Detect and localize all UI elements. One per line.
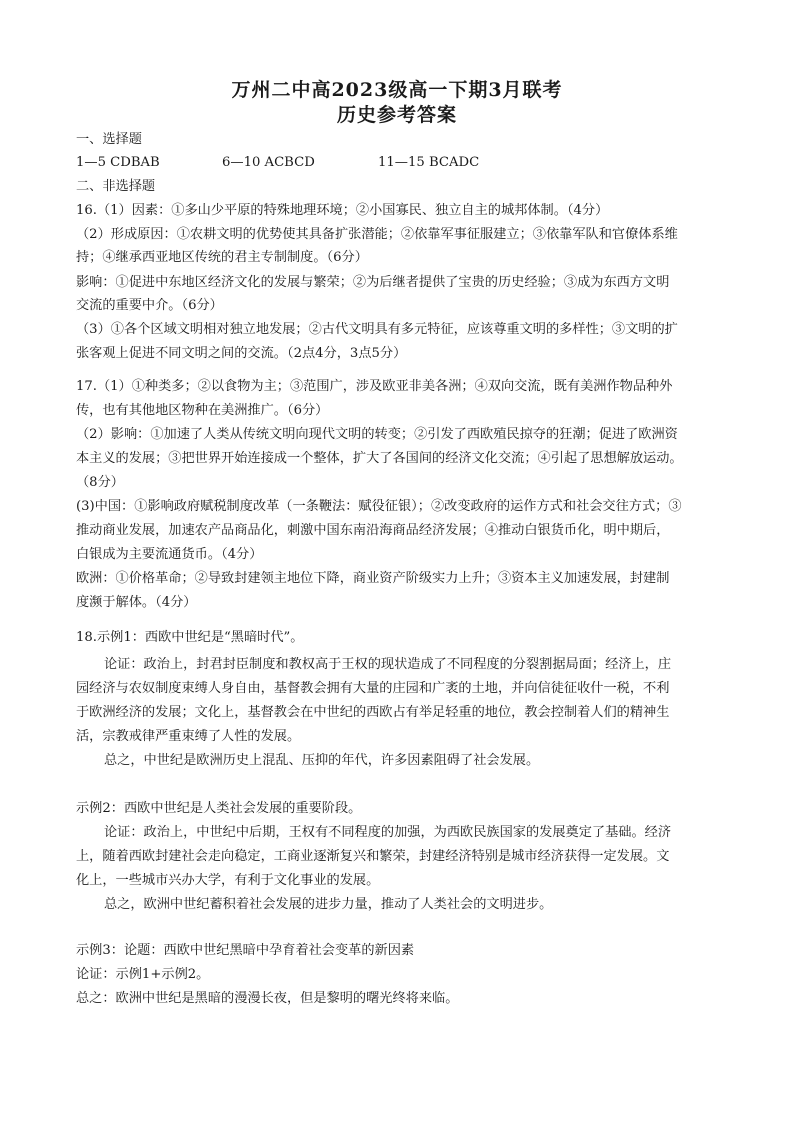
- q16-line: 交流的重要中介。（6分）: [76, 298, 223, 313]
- q18-example2-line: 论证：政治上，中世纪中后期，王权有不同程度的加强，为西欧民族国家的发展奠定了基础。经济: [104, 825, 672, 840]
- answer-group: 1—5 CDBAB: [76, 155, 160, 170]
- q17-line: 白银成为主要流通货币。（4分）: [76, 547, 263, 562]
- q16-line: （3）①各个区域文明相对独立地发展；②古代文明具有多元特征，应该尊重文明的多样性；③文明的扩: [76, 322, 678, 337]
- q17-line: （8分）: [76, 475, 124, 490]
- q18-example2-title: 示例2：西欧中世纪是人类社会发展的重要阶段。: [76, 801, 362, 816]
- q16-line: 张客观上促进不同文明之间的交流。（2点4分，3点5分）: [76, 346, 407, 361]
- q18-example2-line: 化上，一些城市兴办大学，有利于文化事业的发展。: [76, 873, 380, 888]
- section-heading-nonchoice: 二、非选择题: [76, 179, 156, 194]
- q18-example3-summary: 总之：欧洲中世纪是黑暗的漫漫长夜，但是黎明的曙光终将来临。: [76, 991, 459, 1006]
- answer-group: 11—15 BCADC: [378, 155, 480, 170]
- q17-line: （2）影响：①加速了人类从传统文明向现代文明的转变；②引发了西欧殖民掠夺的狂潮；促进了欧洲资: [76, 427, 678, 442]
- page-subtitle: 历史参考答案: [336, 104, 457, 126]
- q16-line: （2）形成原因：①农耕文明的优势使其具备扩张潜能；②依靠军事征服建立；③依靠军队和官僚体系维: [76, 227, 678, 242]
- q18-example2-line: 上，随着西欧封建社会走向稳定，工商业逐渐复兴和繁荣，封建经济特别是城市经济获得一定发展。文: [76, 849, 670, 864]
- q17-line: 度濒于解体。（4分）: [76, 595, 197, 610]
- q18-example1-line: 园经济与农奴制度束缚人身自由，基督教会拥有大量的庄园和广袤的土地，并向信徒征收什一税，不利: [76, 681, 670, 696]
- q16-line: 持；④继承西亚地区传统的君主专制制度。（6分）: [76, 250, 368, 265]
- answer-group: 6—10 ACBCD: [222, 155, 315, 170]
- q18-example2-summary: 总之，欧洲中世纪蓄积着社会发展的进步力量，推动了人类社会的文明进步。: [104, 897, 553, 912]
- q18-example1-title: 18.示例1：西欧中世纪是“黑暗时代”。: [76, 630, 304, 645]
- q18-example1-line: 论证：政治上，封君封臣制度和教权高于王权的现状造成了不同程度的分裂割据局面；经济上，庄: [104, 657, 672, 672]
- q16-line: 16.（1）因素：①多山少平原的特殊地理环境；②小国寡民、独立自主的城邦体制。（4分）: [76, 203, 609, 218]
- q18-example1-line: 活，宗教戒律严重束缚了人性的发展。: [76, 729, 301, 744]
- q18-example3-proof: 论证：示例1+示例2。: [76, 967, 210, 982]
- q18-example3-title: 示例3：论题：西欧中世纪黑暗中孕育着社会变革的新因素: [76, 943, 415, 958]
- page-title: 万州二中高2023级高一下期3月联考: [231, 79, 563, 101]
- q17-line: 17.（1）①种类多；②以食物为主；③范围广，涉及欧亚非美各洲；④双向交流，既有美洲作物品种外: [76, 379, 673, 394]
- q17-line: 欧洲：①价格革命；②导致封建领主地位下降，商业资产阶级实力上升；③资本主义加速发展，封建制: [76, 571, 670, 586]
- section-heading-choice: 一、选择题: [76, 132, 142, 147]
- q18-example1-line: 于欧洲经济的发展；文化上，基督教会在中世纪的西欧占有举足轻重的地位，教会控制着人们的精神生: [76, 705, 670, 720]
- q18-example1-summary: 总之，中世纪是欧洲历史上混乱、压抑的年代，许多因素阻碍了社会发展。: [104, 753, 540, 768]
- q17-line: 传，也有其他地区物种在美洲推广。（6分）: [76, 403, 329, 418]
- choice-answers: [76, 153, 726, 172]
- q17-line: (3)中国：①影响政府赋税制度改革（一条鞭法：赋役征银）；②改变政府的运作方式和社会交往方式；③: [76, 499, 682, 514]
- q17-line: 本主义的发展；③把世界开始连接成一个整体，扩大了各国间的经济文化交流；④引起了思想解放运动。: [76, 451, 683, 466]
- q17-line: 推动商业发展，加速农产品商品化，刺激中国东南沿海商品经济发展；④推动白银货币化，明中期后，: [76, 523, 670, 538]
- q16-line: 影响：①促进中东地区经济文化的发展与繁荣；②为后继者提供了宝贵的历史经验；③成为东西方文明: [76, 275, 670, 290]
